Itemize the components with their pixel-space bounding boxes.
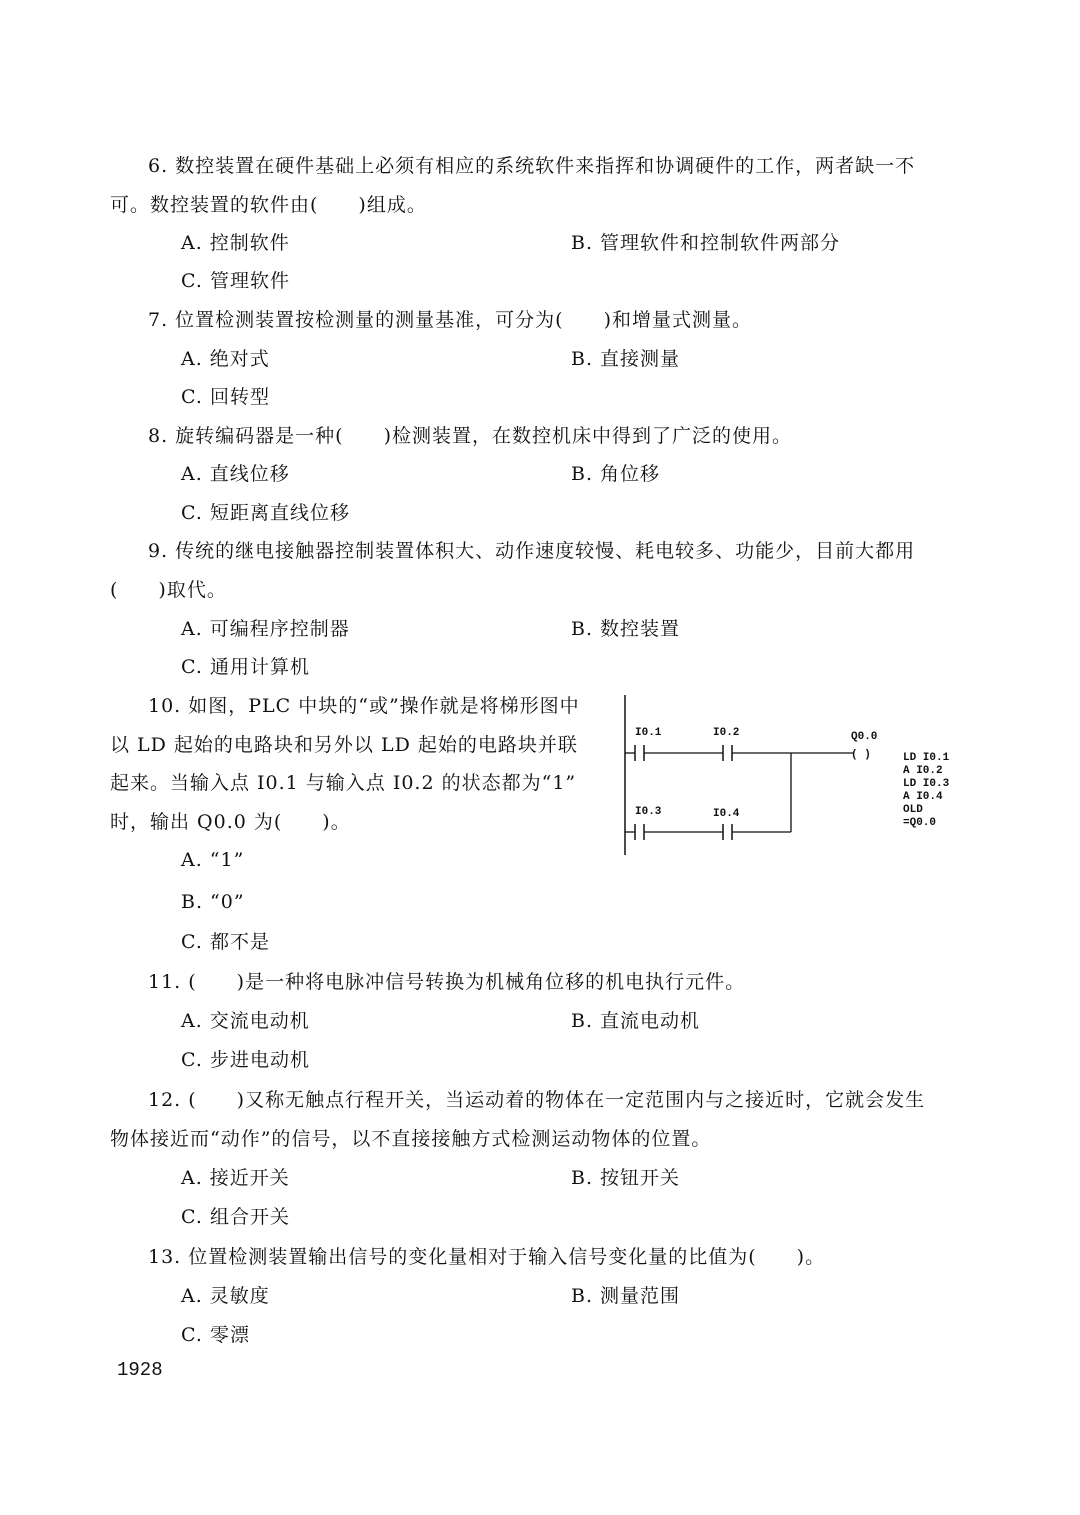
instruction-line-1: LD I0.1 bbox=[903, 752, 950, 764]
q13-option-a: A. 灵敏度 bbox=[181, 1285, 270, 1307]
q12-line1: 12. ( )又称无触点行程开关，当运动着的物体在一定范围内与之接近时，它就会发生 bbox=[148, 1089, 926, 1111]
q12-option-c: C. 组合开关 bbox=[181, 1206, 290, 1228]
q10-option-a: A. “1” bbox=[181, 849, 245, 871]
q9-option-c: C. 通用计算机 bbox=[181, 656, 310, 678]
q8-option-a: A. 直线位移 bbox=[181, 463, 290, 485]
q9-option-a: A. 可编程序控制器 bbox=[181, 618, 350, 640]
q13-line1: 13. 位置检测装置输出信号的变化量相对于输入信号变化量的比值为( )。 bbox=[148, 1246, 826, 1268]
q10-line1: 10. 如图，PLC 中块的“或”操作就是将梯形图中 bbox=[148, 695, 580, 717]
q10-line2: 以 LD 起始的电路块和另外以 LD 起始的电路块并联 bbox=[110, 734, 578, 756]
instruction-line-4: A I0.4 bbox=[903, 791, 943, 803]
q13-option-b: B. 测量范围 bbox=[571, 1285, 681, 1307]
q11-option-b: B. 直流电动机 bbox=[571, 1010, 701, 1032]
q7-option-b: B. 直接测量 bbox=[571, 348, 681, 370]
page-number: 1928 bbox=[117, 1359, 163, 1381]
q6-line2: 可。数控装置的软件由( )组成。 bbox=[110, 194, 427, 216]
contact-label-i03: I0.3 bbox=[635, 806, 662, 818]
q8-option-c: C. 短距离直线位移 bbox=[181, 502, 350, 524]
q13-option-c: C. 零漂 bbox=[181, 1324, 250, 1346]
ladder-diagram bbox=[615, 690, 975, 865]
contact-label-i04: I0.4 bbox=[713, 808, 740, 820]
instruction-line-3: LD I0.3 bbox=[903, 778, 950, 790]
q10-line4: 时，输出 Q0.0 为( )。 bbox=[110, 811, 351, 833]
q10-option-b: B. “0” bbox=[181, 891, 245, 913]
q6-line1: 6. 数控装置在硬件基础上必须有相应的系统软件来指挥和协调硬件的工作，两者缺一不 bbox=[148, 155, 916, 177]
q12-option-a: A. 接近开关 bbox=[181, 1167, 290, 1189]
q7-option-c: C. 回转型 bbox=[181, 386, 270, 408]
contact-label-i02: I0.2 bbox=[713, 727, 740, 739]
q9-option-b: B. 数控装置 bbox=[571, 618, 681, 640]
q11-option-a: A. 交流电动机 bbox=[181, 1010, 310, 1032]
q10-line3: 起来。当输入点 I0.1 与输入点 I0.2 的状态都为“1” bbox=[110, 772, 577, 794]
q12-line2: 物体接近而“动作”的信号，以不直接接触方式检测运动物体的位置。 bbox=[110, 1128, 712, 1150]
coil-label-q00: Q0.0 bbox=[851, 731, 878, 743]
q8-option-b: B. 角位移 bbox=[571, 463, 661, 485]
q6-option-b: B. 管理软件和控制软件两部分 bbox=[571, 232, 841, 254]
q6-option-c: C. 管理软件 bbox=[181, 270, 290, 292]
q9-line2: ( )取代。 bbox=[110, 579, 227, 601]
q9-line1: 9. 传统的继电接触器控制装置体积大、动作速度较慢、耗电较多、功能少，目前大都用 bbox=[148, 540, 916, 562]
instruction-line-6: =Q0.0 bbox=[903, 817, 937, 829]
instruction-line-5: OLD bbox=[903, 804, 923, 816]
q12-option-b: B. 按钮开关 bbox=[571, 1167, 681, 1189]
q7-line1: 7. 位置检测装置按检测量的测量基准，可分为( )和增量式测量。 bbox=[148, 309, 752, 331]
q11-line1: 11. ( )是一种将电脉冲信号转换为机械角位移的机电执行元件。 bbox=[148, 971, 746, 993]
q8-line1: 8. 旋转编码器是一种( )检测装置，在数控机床中得到了广泛的使用。 bbox=[148, 425, 792, 447]
q6-option-a: A. 控制软件 bbox=[181, 232, 290, 254]
q10-option-c: C. 都不是 bbox=[181, 931, 270, 953]
coil-symbol: ( ) bbox=[851, 749, 871, 761]
q7-option-a: A. 绝对式 bbox=[181, 348, 270, 370]
contact-label-i01: I0.1 bbox=[635, 727, 662, 739]
instruction-line-2: A I0.2 bbox=[903, 765, 943, 777]
q11-option-c: C. 步进电动机 bbox=[181, 1049, 310, 1071]
